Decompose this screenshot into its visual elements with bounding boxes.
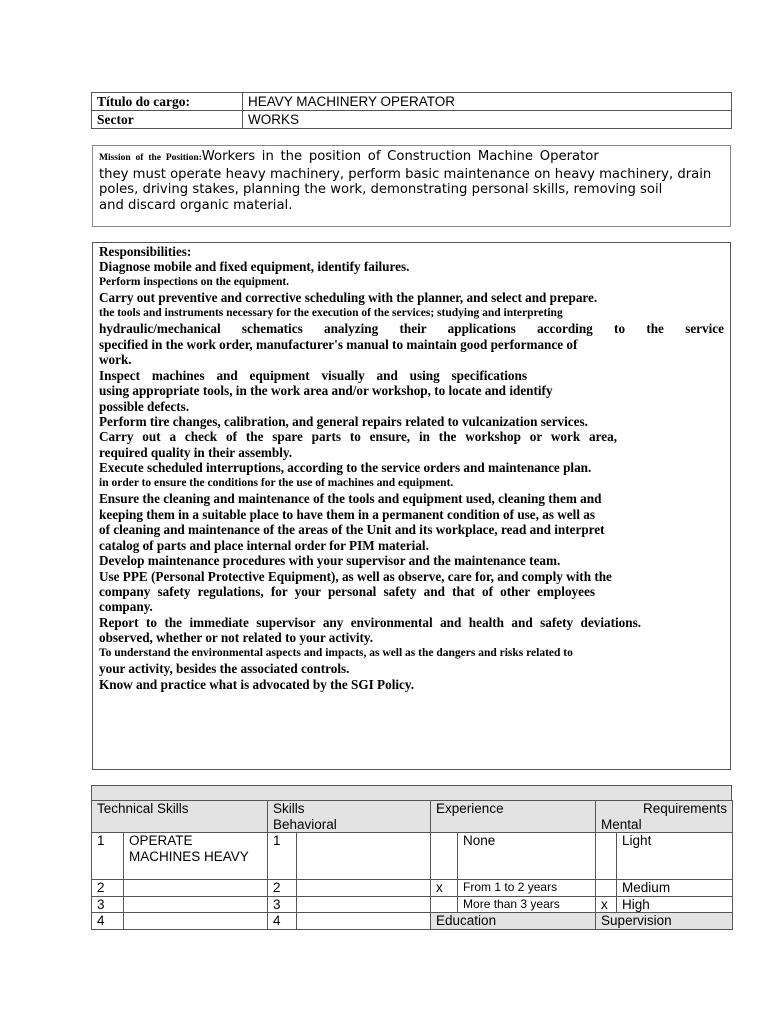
responsibility-line: work. (99, 352, 132, 368)
responsibility-line: Perform inspections on the equipment. (99, 275, 290, 288)
mission-line (99, 149, 724, 167)
responsibilities-box (92, 242, 731, 770)
responsibility-line: company safety regulations, for your personal safety and that of other employees (99, 583, 595, 599)
responsibility-line: keeping them in a suitable place to have them in a permanent condition of use, as well as (99, 506, 596, 522)
responsibility-line: Ensure the cleaning and maintenance of the tools and equipment used, cleaning them and (99, 491, 602, 507)
skills-table (91, 800, 733, 930)
responsibility-line: required quality in their assembly. (99, 444, 293, 460)
responsibility-line: possible defects. (99, 398, 190, 414)
mission-text: Workers in the position of Construction Machine Operator (201, 149, 599, 164)
behavioral-number: 2 (268, 880, 297, 897)
header-table (91, 92, 732, 129)
responsibilities-title: Responsibilities: (99, 244, 192, 259)
mission-box (92, 145, 731, 227)
table-row (92, 880, 733, 897)
responsibility-line: your activity, besides the associated controls. (99, 661, 350, 677)
responsibility-line: Know and practice what is advocated by the SGI Policy. (99, 676, 415, 692)
table-row (92, 833, 733, 880)
mission-label: Mission of the Position: (99, 153, 202, 163)
job-title-label: Título do cargo: (92, 93, 243, 111)
mental-mark (596, 880, 617, 897)
mental-requirements-header (596, 801, 733, 833)
behavioral-header-line1: Skills (273, 801, 305, 816)
mission-line: and discard organic material. (99, 197, 293, 213)
behavioral-skill-cell (297, 880, 431, 897)
sector-row (92, 111, 732, 129)
mission-line: they must operate heavy machinery, perform basic maintenance on heavy machinery, drain (99, 166, 712, 182)
experience-option: More than 3 years (458, 896, 596, 913)
experience-header: Experience (431, 801, 596, 833)
row-number: 4 (92, 913, 124, 930)
sector-label: Sector (92, 111, 243, 129)
responsibility-line: hydraulic/mechanical schematics analyzing their applications according to the service (99, 321, 724, 337)
skills-section (91, 785, 732, 930)
responsibility-line: in order to ensure the conditions for the use of machines and equipment. (99, 476, 454, 489)
mental-header-line1: Requirements (643, 801, 728, 816)
table-row (92, 896, 733, 913)
experience-mark: x (431, 880, 458, 897)
responsibility-line: Carry out a check of the spare parts to ensure, in the workshop or work area, (99, 429, 617, 445)
supervision-header: Supervision (596, 913, 733, 930)
mental-option: Medium (617, 880, 733, 897)
row-number: 1 (92, 833, 124, 880)
responsibility-line: Diagnose mobile and fixed equipment, identify failures. (99, 259, 410, 275)
skills-header-row (92, 801, 733, 833)
behavioral-number: 1 (268, 833, 297, 880)
responsibility-line: Perform tire changes, calibration, and general repairs related to vulcanization services. (99, 413, 588, 429)
row-number: 3 (92, 896, 124, 913)
behavioral-skill-cell (297, 833, 431, 880)
behavioral-header-line2: Behavioral (273, 816, 337, 832)
responsibility-line: of cleaning and maintenance of the areas of the Unit and its workplace, read and interpret (99, 522, 605, 538)
behavioral-skills-header (268, 801, 431, 833)
row-number: 2 (92, 880, 124, 897)
responsibility-line: Inspect machines and equipment visually and using specifications (99, 367, 527, 383)
behavioral-skill-cell (297, 896, 431, 913)
behavioral-number: 4 (268, 913, 297, 930)
technical-skill-cell (124, 913, 268, 930)
responsibility-line: To understand the environmental aspects and impacts, as well as the dangers and risks related to (99, 646, 573, 659)
mission-line: poles, driving stakes, planning the work, demonstrating personal skills, removing soil (99, 182, 663, 197)
sector-value: WORKS (243, 111, 732, 129)
experience-mark (431, 833, 458, 880)
mental-option: Light (617, 833, 733, 880)
responsibility-line: the tools and instruments necessary for the execution of the services; studying and interpreting (99, 306, 563, 319)
education-header: Education (431, 913, 596, 930)
technical-skill-cell (124, 896, 268, 913)
responsibility-line: company. (99, 599, 153, 615)
responsibility-line: specified in the work order, manufacturer's manual to maintain good performance of (99, 336, 578, 352)
technical-skills-header: Technical Skills (92, 801, 268, 833)
responsibility-line: Execute scheduled interruptions, according to the service orders and maintenance plan. (99, 460, 592, 476)
responsibility-line: Report to the immediate supervisor any environmental and health and safety deviations. (99, 614, 641, 630)
skills-header-bar (91, 785, 732, 800)
table-row (92, 913, 733, 930)
behavioral-number: 3 (268, 896, 297, 913)
experience-option: None (458, 833, 596, 880)
job-title-value: HEAVY MACHINERY OPERATOR (243, 93, 732, 111)
responsibility-line: catalog of parts and place internal order for PIM material. (99, 537, 429, 553)
experience-mark (431, 896, 458, 913)
technical-skill-cell: OPERATE MACHINES HEAVY (124, 833, 268, 880)
technical-skill-cell (124, 880, 268, 897)
responsibility-line: Use PPE (Personal Protective Equipment), as well as observe, care for, and comply with the (99, 568, 612, 584)
mental-option: High (617, 896, 733, 913)
behavioral-skill-cell (297, 913, 431, 930)
mental-header-line2: Mental (601, 816, 642, 832)
mental-mark: x (596, 896, 617, 913)
responsibility-line: Carry out preventive and corrective scheduling with the planner, and select and prepare. (99, 290, 598, 306)
job-title-row (92, 93, 732, 111)
responsibility-line: Develop maintenance procedures with your supervisor and the maintenance team. (99, 553, 561, 569)
responsibility-line: observed, whether or not related to your activity. (99, 630, 374, 646)
mental-mark (596, 833, 617, 880)
responsibility-line: using appropriate tools, in the work area and/or workshop, to locate and identify (99, 383, 553, 399)
experience-option: From 1 to 2 years (458, 880, 596, 897)
